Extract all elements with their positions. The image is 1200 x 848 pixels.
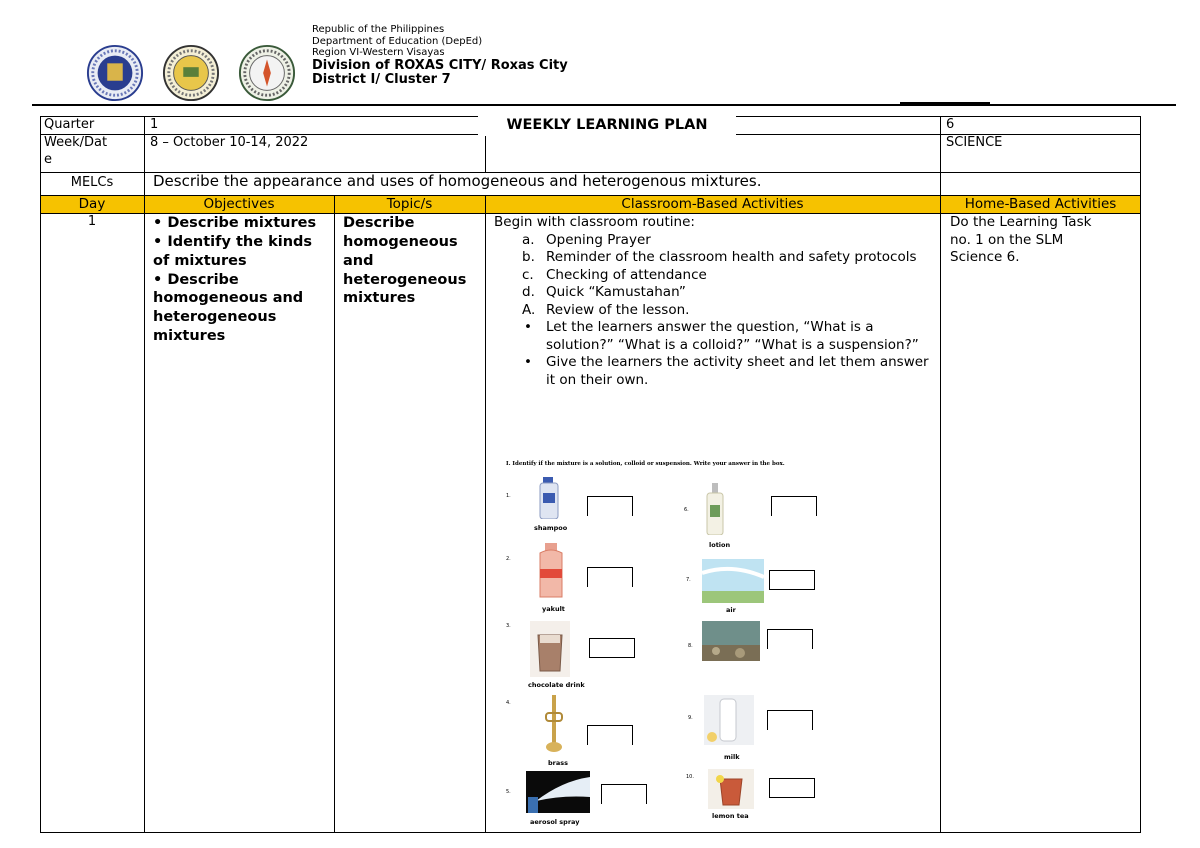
objective-line: homogeneous and — [153, 290, 304, 307]
item-number: 2. — [506, 556, 511, 562]
routine-text: Quick “Kamustahan” — [546, 284, 686, 301]
division-seal-icon — [162, 44, 220, 102]
routine-marker: a. — [522, 231, 535, 248]
routine-text: Let the learners answer the question, “What is a solution?” “What is a colloid?” “What is a suspension?” — [546, 319, 919, 353]
classroom-intro: Begin with classroom routine: — [494, 214, 695, 230]
item-caption: air — [726, 606, 736, 614]
item-number: 4. — [506, 700, 511, 706]
district-seal-icon — [238, 44, 296, 102]
day-number: 1 — [87, 214, 97, 229]
home-line: no. 1 on the SLM — [950, 231, 1064, 248]
routine-bullet: • — [524, 354, 532, 371]
routine-bullet: • — [524, 319, 532, 336]
header-line-region: Region VI-Western Visayas — [312, 47, 445, 58]
header-line-district: District I/ Cluster 7 — [312, 72, 451, 88]
objective-line: mixtures — [153, 328, 226, 345]
topics-list — [343, 214, 466, 308]
grade-value: 6 — [946, 117, 955, 132]
topic-line: homogeneous — [343, 233, 458, 250]
topic-line: Describe — [343, 215, 415, 231]
objective-line: of mixtures — [153, 252, 247, 269]
item-number: 8. — [688, 643, 693, 649]
item-number: 5. — [506, 789, 511, 795]
lemon-tea-icon — [708, 769, 754, 809]
routine-text: Checking of attendance — [546, 266, 707, 283]
answer-box[interactable] — [767, 710, 813, 730]
lotion-bottle-icon — [704, 483, 726, 535]
week-label-line1: Week/Dat — [44, 135, 108, 150]
objective-line: • Describe mixtures — [153, 215, 317, 231]
column-header-topics: Topic/s — [386, 196, 433, 212]
quarter-value: 1 — [150, 117, 159, 132]
quarter-label: Quarter — [44, 117, 95, 132]
answer-box[interactable] — [771, 496, 817, 516]
routine-text: Reminder of the classroom health and safety protocols — [546, 249, 917, 266]
item-caption: shampoo — [534, 524, 568, 532]
item-caption: yakult — [542, 605, 565, 613]
routine-text: Opening Prayer — [546, 231, 651, 248]
brass-trumpet-icon — [542, 695, 566, 753]
answer-box[interactable] — [601, 784, 647, 804]
answer-box[interactable] — [587, 725, 633, 745]
routine-item — [494, 302, 934, 320]
item-caption: brass — [548, 759, 568, 767]
classroom-activities — [494, 214, 934, 389]
objective-line: heterogeneous — [153, 309, 277, 326]
page-title: WEEKLY LEARNING PLAN — [478, 114, 736, 136]
routine-item — [494, 284, 934, 302]
melcs-value: Describe the appearance and uses of homogeneous and heterogenous mixtures. — [153, 172, 762, 190]
item-caption: aerosol spray — [530, 818, 580, 826]
routine-item — [494, 249, 934, 267]
routine-item — [494, 232, 934, 250]
answer-box[interactable] — [769, 778, 815, 798]
chocolate-drink-icon — [530, 621, 570, 677]
milk-bottle-icon — [704, 695, 754, 745]
home-line: Science 6. — [950, 249, 1020, 266]
item-number: 6. — [684, 507, 689, 513]
answer-box[interactable] — [587, 496, 633, 516]
routine-marker: A. — [522, 301, 536, 318]
shampoo-bottle-icon — [538, 477, 560, 519]
header-text — [312, 24, 568, 88]
column-divider — [334, 195, 335, 833]
column-header-day: Day — [78, 196, 106, 212]
topic-line: mixtures — [343, 290, 416, 307]
subject-value: SCIENCE — [946, 135, 1003, 150]
item-caption: lotion — [709, 541, 731, 549]
objectives-list — [153, 214, 316, 346]
routine-marker: c. — [522, 266, 534, 283]
aerosol-spray-icon — [526, 771, 590, 813]
routine-item — [494, 267, 934, 285]
column-divider — [485, 134, 486, 172]
routine-text: Review of the lesson. — [546, 301, 690, 318]
answer-box[interactable] — [769, 570, 815, 590]
melcs-label: MELCs — [70, 175, 114, 190]
column-divider — [940, 116, 941, 833]
home-line: Do the Learning Task — [950, 214, 1092, 230]
routine-item — [494, 354, 934, 389]
yakult-bottle-icon — [536, 543, 566, 599]
item-caption: milk — [724, 753, 740, 761]
routine-item — [494, 319, 934, 354]
column-divider — [485, 195, 486, 833]
header-divider — [32, 104, 1176, 106]
week-label — [44, 135, 107, 169]
topic-line: and — [343, 252, 374, 269]
header-logos — [86, 40, 306, 104]
routine-list — [494, 232, 934, 390]
item-caption: chocolate drink — [528, 681, 585, 689]
header-divider-accent — [900, 102, 990, 104]
item-number: 1. — [506, 493, 511, 499]
routine-text: Give the learners the activity sheet and let them answer it on their own. — [546, 354, 929, 388]
week-label-line2: e — [44, 151, 52, 167]
header-line-deped: Department of Education (DepEd) — [312, 35, 483, 47]
deped-seal-icon — [86, 44, 144, 102]
answer-box[interactable] — [589, 638, 635, 658]
item-number: 7. — [686, 577, 691, 583]
worksheet-instruction: I. Identify if the mixture is a solution, colloid or suspension. Write your answer in the box. — [506, 461, 785, 467]
column-header-objectives: Objectives — [203, 196, 275, 212]
column-divider — [144, 116, 145, 833]
item-number: 3. — [506, 623, 511, 629]
answer-box[interactable] — [767, 629, 813, 649]
muddy-water-icon — [702, 621, 760, 661]
activity-sheet-image — [490, 455, 930, 830]
air-sky-icon — [702, 559, 764, 603]
week-value: 8 – October 10-14, 2022 — [150, 135, 309, 150]
routine-marker: d. — [522, 284, 535, 301]
routine-marker: b. — [522, 249, 535, 266]
header-line-republic: Republic of the Philippines — [312, 24, 445, 35]
column-header-home: Home-Based Activities — [964, 196, 1117, 212]
topic-line: heterogeneous — [343, 271, 467, 288]
item-number: 10. — [686, 774, 694, 780]
home-activities — [950, 214, 1091, 267]
item-number: 9. — [688, 715, 693, 721]
objective-line: • Describe — [153, 271, 239, 288]
column-header-classroom: Classroom-Based Activities — [621, 196, 804, 212]
answer-box[interactable] — [587, 567, 633, 587]
header-line-division: Division of ROXAS CITY/ Roxas City — [312, 57, 568, 73]
objective-line: • Identify the kinds — [153, 233, 313, 250]
item-caption: lemon tea — [712, 812, 749, 820]
